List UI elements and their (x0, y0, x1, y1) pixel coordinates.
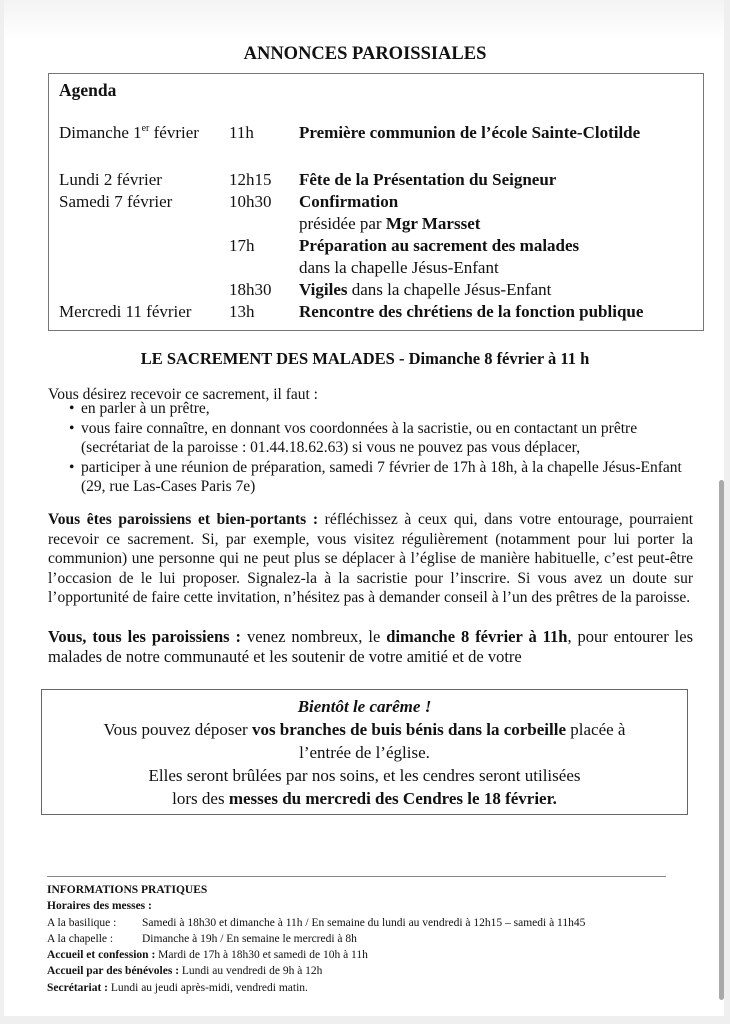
agenda-time: 18h30 (229, 280, 272, 299)
info-secretariat (47, 980, 707, 996)
careme-text: Vous pouvez déposer (103, 720, 252, 739)
agenda-event-bold: Vigiles (299, 280, 348, 299)
agenda-event (299, 280, 551, 300)
list-item-text: participer à une réunion de préparation, samedi 7 février de 17h à 18h, à la chapelle Jésus-Enfant (29, rue Las-Cases Paris 7e) (81, 458, 682, 495)
agenda-time: 11h (229, 123, 254, 142)
paragraph-bien-portants (48, 510, 693, 608)
paragraph-text-end: , pour entourer les malades de notre communauté et les soutenir de votre amitié et de votre (48, 627, 693, 666)
agenda-event-pre: présidée par (299, 214, 386, 233)
info-label: A la chapelle : (47, 932, 114, 945)
agenda-event: Rencontre des chrétiens de la fonction publique (299, 302, 644, 321)
careme-heading: Bientôt le carême ! (297, 697, 432, 716)
info-label: Secrétariat : (47, 981, 108, 994)
list-item (48, 399, 693, 419)
bullet-icon: • (69, 419, 75, 437)
paragraph-lead: Vous êtes paroissiens et bien-portants : (48, 511, 319, 528)
careme-box (41, 689, 688, 815)
info-text: Lundi au jeudi après-midi, vendredi matin. (107, 981, 308, 994)
informations-pratiques (47, 882, 707, 996)
list-item-text: vous faire connaître, en donnant vos coordonnées à la sacristie, ou en contactant un prêtre (secrétariat de la paroisse : 01.44.18.62.63) si vous ne pouvez pas vous déplacer, (81, 419, 638, 456)
page-top-shade (4, 0, 724, 40)
paragraph-date: dimanche 8 février à 11h (386, 627, 568, 646)
agenda-time: 10h30 (229, 192, 272, 211)
careme-bold: vos branches de buis bénis dans la corbeille (251, 720, 567, 739)
section-title-sacrement: LE SACREMENT DES MALADES - Dimanche 8 février à 11 h (140, 349, 590, 368)
bullet-icon: • (69, 400, 75, 417)
paragraph-text: venez nombreux, le (241, 627, 387, 646)
paragraph-text: réfléchissez à ceux qui, dans votre entourage, pourraient recevoir ce sacrement. Si, par exemple, vous visitez régulièrement (notamment pour lui porter la communion) une personne qui ne peut plus se déplacer à l’église de manière habituelle, c’est peut-être l’occasion de le lui proposer. Signalez-la à la sacristie pour l’inscrire. Si vous avez un doute sur l’opportunité de faire cette invitation, n’hésitez pas à demander conseil à l’un des prêtres de la paroisse. (48, 511, 694, 606)
agenda-time: 12h15 (229, 170, 272, 189)
agenda-event: Première communion de l’école Sainte-Clotilde (299, 123, 641, 142)
careme-line: Elles seront brûlées par nos soins, et les cendres seront utilisées (148, 766, 581, 785)
agenda-day: Lundi 2 février (59, 170, 162, 189)
info-label: Accueil par des bénévoles : (47, 965, 180, 978)
agenda-event-bold: Mgr Marsset (385, 214, 481, 233)
agenda-heading: Agenda (59, 80, 117, 100)
agenda-day: Samedi 7 février (59, 192, 173, 211)
careme-line (42, 787, 687, 810)
list-item (48, 419, 693, 458)
sacrement-bullet-list (48, 399, 693, 497)
agenda-day: Mercredi 11 février (59, 302, 192, 321)
info-benevoles (47, 963, 707, 979)
careme-line (42, 718, 687, 741)
agenda-box (48, 73, 704, 331)
agenda-day (59, 123, 199, 143)
paragraph-tous-paroissiens (48, 627, 693, 667)
agenda-day-sup: er (141, 123, 150, 134)
info-text: Samedi à 18h30 et dimanche à 11h / En semaine du lundi au vendredi à 12h15 – samedi à 11h45 (142, 916, 586, 929)
info-label: A la basilique : (47, 916, 117, 929)
page-title: ANNONCES PAROISSIALES (243, 44, 487, 64)
sacrement-intro: Vous désirez recevoir ce sacrement, il faut : (48, 386, 318, 403)
careme-bold: messes du mercredi des Cendres le 18 février. (228, 789, 557, 808)
agenda-day-text: Dimanche 1 (59, 123, 142, 142)
info-confession (47, 947, 707, 963)
vertical-scrollbar[interactable] (719, 480, 724, 1000)
agenda-time: 17h (229, 236, 255, 255)
section-divider (47, 876, 666, 877)
agenda-event-rest: dans la chapelle Jésus-Enfant (347, 280, 552, 299)
agenda-event: Préparation au sacrement des malades (299, 236, 580, 255)
bullet-icon: • (69, 458, 75, 476)
info-basilique (47, 915, 707, 931)
info-text: Mardi de 17h à 18h30 et samedi de 10h à 11h (155, 949, 368, 962)
info-chapelle (47, 931, 707, 947)
careme-line: l’entrée de l’église. (299, 743, 430, 762)
paragraph-lead: Vous, tous les paroissiens : (48, 627, 242, 646)
careme-text: lors des (172, 789, 229, 808)
list-item-text: en parler à un prêtre, (81, 400, 210, 417)
info-heading: INFORMATIONS PRATIQUES (47, 884, 208, 896)
agenda-event: Confirmation (299, 192, 399, 211)
agenda-day-rest: février (149, 123, 199, 142)
info-label: Accueil et confession : (47, 949, 156, 962)
agenda-event (299, 214, 480, 234)
agenda-event: Fête de la Présentation du Seigneur (299, 170, 557, 189)
info-text: Dimanche à 19h / En semaine le mercredi à 8h (142, 932, 357, 945)
careme-text: placée à (566, 720, 626, 739)
agenda-time: 13h (229, 302, 255, 321)
list-item (48, 458, 693, 497)
agenda-event: dans la chapelle Jésus-Enfant (299, 258, 499, 277)
info-text: Lundi au vendredi de 9h à 12h (179, 965, 323, 978)
info-horaires-label: Horaires des messes : (47, 900, 152, 913)
